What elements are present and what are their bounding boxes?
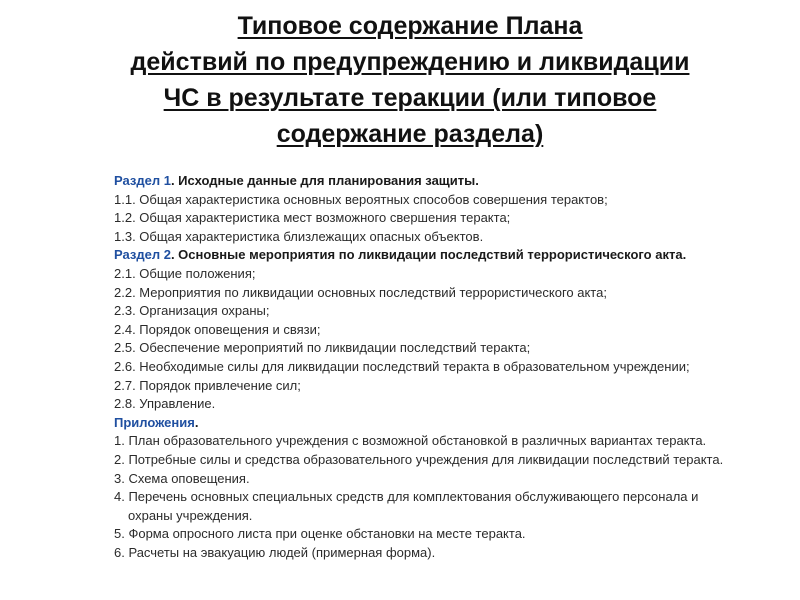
section-1-title: . Исходные данные для планирования защиты.: [170, 173, 479, 188]
list-item: [114, 488, 774, 525]
list-item: 2.7. Порядок привлечение сил;: [114, 377, 301, 393]
list-item: 6. Расчеты на эвакуацию людей (примерная форма).: [114, 544, 436, 560]
document-body: [114, 172, 774, 562]
page-title: [60, 8, 760, 152]
list-item: 2.8. Управление.: [114, 396, 216, 412]
title-line-2: действий по предупреждению и ликвидации: [130, 48, 690, 76]
list-item: 2. Потребные силы и средства образовательного учреждения для ликвидации последствий теракта.: [114, 451, 724, 467]
list-item: 2.4. Порядок оповещения и связи;: [114, 321, 321, 337]
list-item: 1.2. Общая характеристика мест возможного свершения теракта;: [114, 210, 511, 226]
list-item: 2.2. Мероприятия по ликвидации основных последствий террористического акта;: [114, 284, 607, 300]
list-item: 2.1. Общие положения;: [114, 265, 256, 281]
title-line-3: ЧС в результате теракции (или типовое: [163, 84, 657, 112]
section-2-prefix: Раздел 2: [114, 247, 171, 263]
list-item: 2.6. Необходимые силы для ликвидации последствий теракта в образовательном учреждении;: [114, 358, 690, 374]
list-item: 2.3. Организация охраны;: [114, 303, 270, 319]
list-item-continuation: охраны учреждения.: [128, 507, 253, 523]
section-1-prefix: Раздел 1: [114, 173, 171, 188]
title-line-1: Типовое содержание Плана: [237, 12, 583, 40]
title-line-4: содержание раздела): [276, 120, 544, 148]
appendix-title: Приложения: [114, 414, 195, 430]
list-item-first-line: 4. Перечень основных специальных средств для комплектования обслуживающего персонала и: [114, 489, 699, 505]
section-2-heading: [114, 246, 774, 265]
section-2-title: . Основные мероприятия по ликвидации последствий террористического акта.: [170, 247, 687, 263]
list-item: 2.5. Обеспечение мероприятий по ликвидации последствий теракта;: [114, 340, 531, 356]
appendix-title-suffix: .: [194, 414, 199, 430]
appendix-heading: [114, 414, 774, 433]
list-item: 1.1. Общая характеристика основных вероятных способов совершения терактов;: [114, 191, 608, 207]
section-1-heading: [114, 172, 774, 191]
list-item: 1. План образовательного учреждения с возможной обстановкой в различных вариантах теракта.: [114, 433, 707, 449]
list-item: 5. Форма опросного листа при оценке обстановки на месте теракта.: [114, 526, 526, 542]
list-item: 3. Схема оповещения.: [114, 470, 250, 486]
list-item: 1.3. Общая характеристика близлежащих опасных объектов.: [114, 228, 484, 244]
